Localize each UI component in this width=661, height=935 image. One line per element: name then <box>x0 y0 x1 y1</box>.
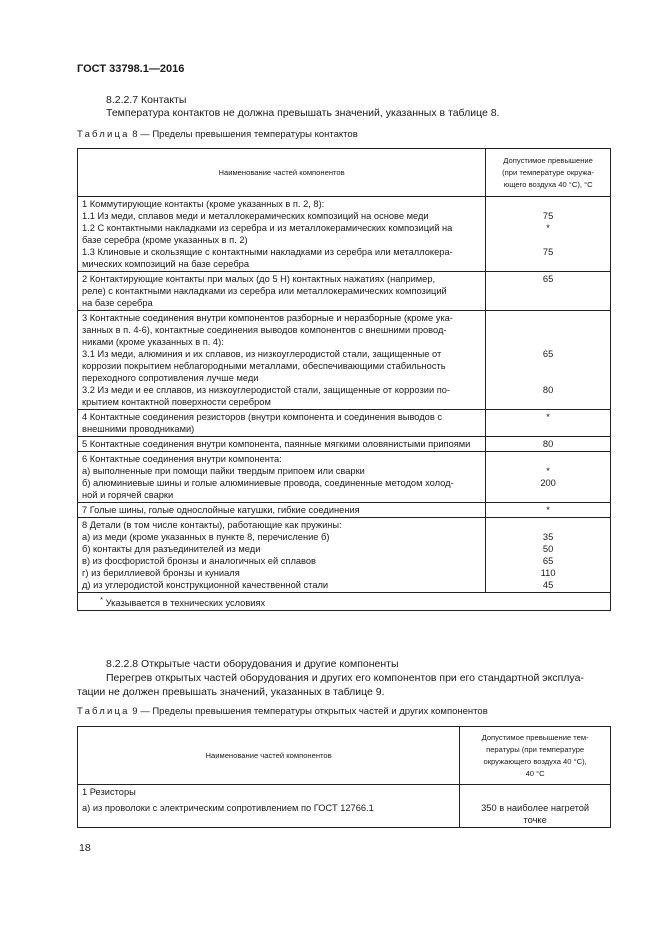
row-text-line: 1.3 Клиновые и скользящие с контактными накладками из серебра или металлокера- <box>82 247 453 257</box>
column-header-limit: Допустимое превышение тем- пературы (при температуре окружающего воздуха 40 °С), 40 °С <box>460 727 611 785</box>
row-text-line: б) контакты для разъединителей из меди <box>82 544 261 554</box>
value-cell <box>486 452 611 503</box>
row-text-line: никами (кроме указанных в п. 4): <box>82 337 224 347</box>
table-footnote <box>78 593 611 611</box>
value-cell <box>486 503 611 518</box>
section-title: 8.2.2.7 Контакты <box>106 94 187 106</box>
row-value <box>490 519 606 531</box>
row-text-line: а) выполненные при помощи пайки твердым припоем или сварки <box>82 466 365 476</box>
document-header: ГОСТ 33798.1—2016 <box>77 63 185 75</box>
table-cell <box>78 311 486 410</box>
table-caption <box>77 706 488 717</box>
row-value: 35 <box>542 532 554 542</box>
row-value <box>490 198 606 210</box>
table-row <box>78 311 611 410</box>
row-value: 75 <box>542 211 554 221</box>
table-cell <box>78 197 486 272</box>
row-value <box>490 285 606 297</box>
row-value: 65 <box>542 274 554 284</box>
value-cell: 350 в наиболее нагретой точке <box>460 785 611 828</box>
row-value: * <box>546 223 550 233</box>
row-text-line: крытием контактной поверхности серебром <box>82 397 271 407</box>
table-row <box>78 437 611 452</box>
row-text-line: 5 Контактные соединения внутри компонента, паянные мягкими оловянистыми припоями <box>82 439 471 449</box>
row-text-line: 3.1 Из меди, алюминия и их сплавов, из низкоуглеродистой стали, защищенные от <box>82 349 442 359</box>
row-text-line: г) из бериллиевой бронзы и куниаля <box>82 568 240 578</box>
section-text-line: тации не должен превышать значений, указанных в таблице 9. <box>77 686 385 698</box>
section-text: Температура контактов не должна превышать значений, указанных в таблице 8. <box>106 107 500 119</box>
row-value <box>490 423 606 435</box>
column-header-parts: Наименование частей компонентов <box>78 727 460 785</box>
row-value <box>490 297 606 309</box>
value-cell <box>486 197 611 272</box>
row-text-line: реле) с контактными накладками из серебра или металлокерамических композиций <box>82 286 447 296</box>
table-cell <box>78 437 486 452</box>
row-text-line: ной и горячей сварки <box>82 490 174 500</box>
open-parts-table <box>77 726 611 828</box>
table-row <box>78 272 611 311</box>
page-number: 18 <box>79 842 91 854</box>
row-text-line: на базе серебра <box>82 298 153 308</box>
table-cell <box>78 503 486 518</box>
row-value: 75 <box>542 247 554 257</box>
limits-table <box>77 148 611 611</box>
row-value <box>490 360 606 372</box>
row-text-line: 1.1 Из меди, сплавов меди и металлокерамических композиций на основе меди <box>82 211 429 221</box>
table-cell <box>78 272 486 311</box>
row-text-line: 1 Коммутирующие контакты (кроме указанных в п. 2, 8): <box>82 199 325 209</box>
row-text-line: 3 Контактные соединения внутри компонентов разборные и неразборные (кроме ука- <box>82 313 453 323</box>
row-text-line: д) из углеродистой конструкционной качественной стали <box>82 580 329 590</box>
row-text-line: занных в п. 4-6), контактные соединения выводов компонентов с внешними провод- <box>82 325 447 335</box>
value-cell <box>486 311 611 410</box>
row-value: 65 <box>542 556 554 566</box>
row-text-line: 1.2 С контактными накладками из серебра и из металлокерамических композиций на <box>82 223 453 233</box>
table-caption <box>77 129 358 140</box>
table-row <box>78 518 611 593</box>
column-header-limit: Допустимое превышение (при температуре окружа- ющего воздуха 40 °С), °С <box>486 149 611 197</box>
footnote-text: Указывается в технических условиях <box>103 598 266 609</box>
row-text-line: 4 Контактные соединения резисторов (внутри компонента и соединения выводов с <box>82 412 443 422</box>
row-value <box>490 324 606 336</box>
caption-word: Таблица <box>77 706 130 717</box>
row-text-line: 2 Контактирующие контакты при малых (до 5 Н) контактных нажатиях (например, <box>82 274 436 284</box>
value-cell <box>486 518 611 593</box>
row-text-line: мических композиций на базе серебра <box>82 259 250 269</box>
row-text-line: б) алюминиевые шины и голые алюминиевые провода, соединенные методом холод- <box>82 478 454 488</box>
value-cell <box>486 272 611 311</box>
column-header-parts: Наименование частей компонентов <box>78 149 486 197</box>
row-value <box>490 396 606 408</box>
table-cell <box>78 518 486 593</box>
row-text-line: в) из фосфористой бронзы и аналогичных ей сплавов <box>82 556 316 566</box>
row-text-line: переходного сопротивления лучше меди <box>82 373 259 383</box>
row-text-line: базе серебра (кроме указанных в п. 2) <box>82 235 248 245</box>
row-value: * <box>546 466 550 476</box>
row-value: * <box>546 412 550 422</box>
row-text-line: внешними проводниками) <box>82 424 195 434</box>
row-value: * <box>546 505 550 515</box>
row-value: 65 <box>542 349 554 359</box>
row-value <box>490 258 606 270</box>
section-title: 8.2.2.8 Открытые части оборудования и другие компоненты <box>106 658 399 670</box>
caption-text: 8 — Пределы превышения температуры контактов <box>129 129 358 140</box>
value-cell <box>486 437 611 452</box>
row-value <box>490 336 606 348</box>
row-value <box>490 372 606 384</box>
section-text-line: Перегрев открытых частей оборудования и других его компонентов при его стандартной эксплуа- <box>106 672 584 684</box>
table-cell <box>78 410 486 437</box>
caption-text: 9 — Пределы превышения температуры открытых частей и других компонентов <box>129 706 488 717</box>
table-cell <box>78 452 486 503</box>
row-text-line: 3.2 Из меди и ее сплавов, из низкоуглеродистой стали, защищенные от коррозии по- <box>82 385 451 395</box>
row-text-line: 7 Голые шины, голые однослойные катушки, гибкие соединения <box>82 505 360 515</box>
table-row <box>78 452 611 503</box>
row-value <box>490 234 606 246</box>
row-value <box>490 312 606 324</box>
row-value: 45 <box>542 580 554 590</box>
row-text-line: 8 Детали (в том числе контакты), работающие как пружины: <box>82 520 342 530</box>
table-row <box>78 197 611 272</box>
footnote-mark: * <box>100 595 104 604</box>
row-value: 110 <box>540 568 556 578</box>
row-text-line: а) из меди (кроме указанных в пункте 8, перечисление б) <box>82 532 330 542</box>
row-value: 80 <box>542 385 554 395</box>
row-text-line: 6 Контактные соединения внутри компонента: <box>82 454 282 464</box>
row-value: 50 <box>542 544 554 554</box>
table-row <box>78 503 611 518</box>
table-cell: 1 Резисторы а) из проволоки с электрическим сопротивлением по ГОСТ 12766.1 <box>78 785 460 828</box>
row-value: 200 <box>540 478 556 488</box>
table-row <box>78 410 611 437</box>
row-value <box>490 453 606 465</box>
row-value <box>490 489 606 501</box>
row-text-line: коррозии покрытием неблагородными металлами, обеспечивающими стабильность <box>82 361 446 371</box>
value-cell <box>486 410 611 437</box>
caption-word: Таблица <box>77 129 130 140</box>
row-value: 80 <box>542 439 554 449</box>
